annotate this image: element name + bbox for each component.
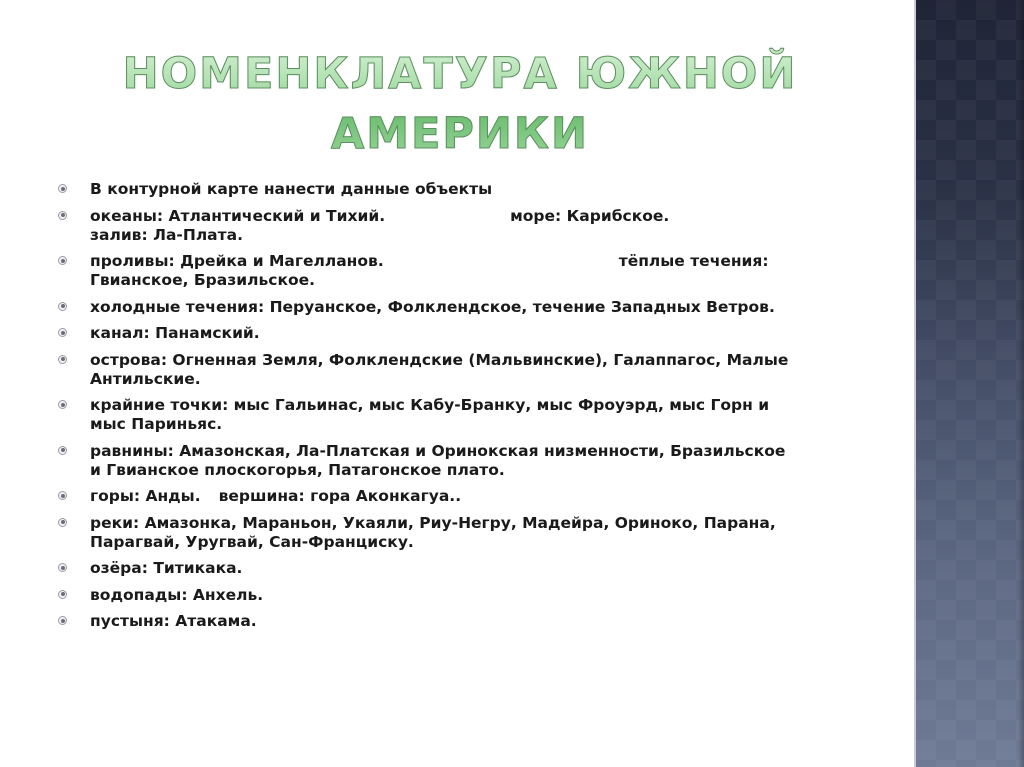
title-line-2: АМЕРИКИ bbox=[330, 109, 590, 159]
item-text: В контурной карте нанести данные объекты bbox=[90, 180, 493, 198]
list-item-rivers bbox=[58, 514, 858, 552]
item-text-sea: море: Карибское. bbox=[510, 206, 670, 225]
item-text-gulf: залив: Ла-Плата. bbox=[90, 225, 243, 244]
bullet-icon bbox=[58, 616, 67, 625]
item-text-warm-currents: тёплые течения: bbox=[618, 252, 769, 270]
list-item-lakes bbox=[58, 559, 858, 578]
list-item-waterfalls bbox=[58, 586, 858, 605]
item-text: острова: Огненная Земля, Фолклендские (Мальвинские), Галаппагос, Малые bbox=[90, 350, 789, 369]
bullet-icon bbox=[58, 355, 67, 364]
item-text: озёра: Титикака. bbox=[90, 559, 243, 577]
item-text: канал: Панамский. bbox=[90, 324, 260, 342]
item-text-straits: проливы: Дрейка и Магелланов. bbox=[90, 252, 384, 270]
list-item-extreme-points bbox=[58, 396, 858, 434]
item-text: мыс Париньяс. bbox=[90, 415, 223, 433]
item-text-mountains: горы: Анды. bbox=[90, 487, 201, 505]
title-line-1: НОМЕНКЛАТУРА ЮЖНОЙ bbox=[122, 49, 798, 99]
item-text: холодные течения: Перуанское, Фолклендское, течение Западных Ветров. bbox=[90, 297, 775, 316]
bullet-icon bbox=[58, 302, 67, 311]
item-text-peak: вершина: гора Аконкагуа.. bbox=[218, 487, 462, 505]
item-text: водопады: Анхель. bbox=[90, 585, 264, 604]
bullet-icon bbox=[58, 184, 67, 193]
bullet-icon bbox=[58, 256, 67, 265]
bullet-icon bbox=[58, 563, 67, 572]
bullet-list-body bbox=[58, 180, 858, 639]
item-text: равнины: Амазонская, Ла-Платская и Оринокская низменности, Бразильское bbox=[90, 441, 786, 460]
list-item-cold-currents bbox=[58, 298, 858, 317]
list-item-islands bbox=[58, 351, 858, 389]
item-text: пустыня: Атакама. bbox=[90, 612, 257, 630]
bullet-icon bbox=[58, 590, 67, 599]
item-text: и Гвианское плоскогорья, Патагонское плато. bbox=[90, 460, 505, 479]
list-item-mountains bbox=[58, 487, 858, 506]
item-line bbox=[90, 252, 858, 271]
bullet-list bbox=[58, 180, 858, 631]
item-text: Парагвай, Уругвай, Сан-Франциску. bbox=[90, 532, 414, 551]
decorative-side-panel bbox=[914, 0, 1024, 767]
item-text: Антильские. bbox=[90, 369, 201, 388]
item-line bbox=[90, 487, 858, 506]
list-item-intro bbox=[58, 180, 858, 199]
list-item-straits bbox=[58, 252, 858, 290]
item-text: крайние точки: мыс Гальинас, мыс Кабу-Бранку, мыс Фроуэрд, мыс Горн и bbox=[90, 396, 770, 414]
bullet-icon bbox=[58, 328, 67, 337]
item-text-oceans: океаны: Атлантический и Тихий. bbox=[90, 206, 386, 225]
list-item-desert bbox=[58, 612, 858, 631]
bullet-icon bbox=[58, 491, 67, 500]
list-item-oceans bbox=[58, 207, 858, 245]
bullet-icon bbox=[58, 446, 67, 455]
item-line bbox=[90, 207, 858, 226]
list-item-canal bbox=[58, 324, 858, 343]
item-text: реки: Амазонка, Мараньон, Укаяли, Риу-Негру, Мадейра, Ориноко, Парана, bbox=[90, 513, 776, 532]
slide-title bbox=[120, 44, 800, 164]
bullet-icon bbox=[58, 211, 67, 220]
bullet-icon bbox=[58, 400, 67, 409]
bullet-icon bbox=[58, 518, 67, 527]
item-text-warm-currents-list: Гвианское, Бразильское. bbox=[90, 271, 316, 289]
list-item-plains bbox=[58, 442, 858, 480]
